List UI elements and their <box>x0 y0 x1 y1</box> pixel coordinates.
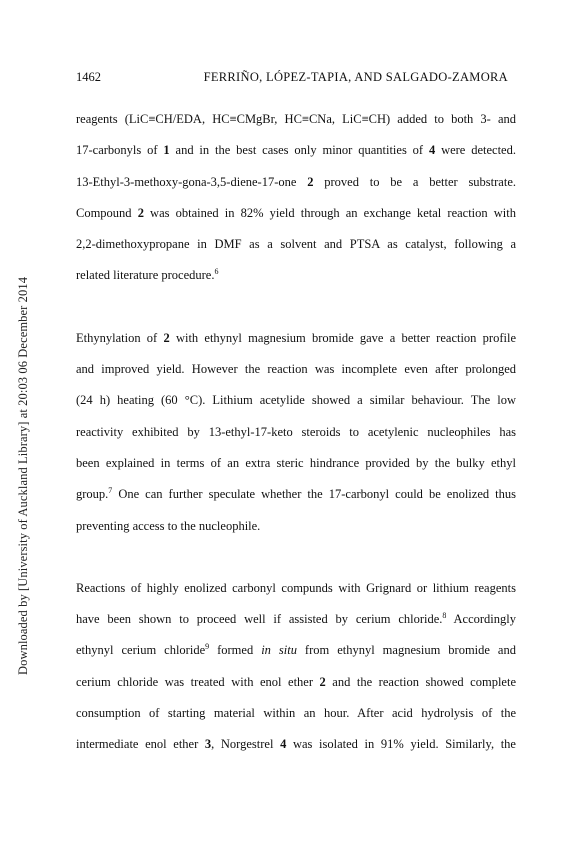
text-line: 2,2-dimethoxypropane in DMF as a solvent and PTSA as catalyst, following a <box>76 237 516 252</box>
text-line: related literature procedure.$^6$ <box>76 267 219 283</box>
text-line: preventing access to the nucleophile. <box>76 518 261 533</box>
watermark-text: Downloaded by [University of Auckland Library] at 20:03 06 December 2014 <box>16 276 30 675</box>
text-line: Compound 2 was obtained in 82% yield through an exchange ketal reaction with <box>76 205 516 220</box>
text-line: ethynyl cerium chloride$^9$ formed in situ from ethynyl magnesium bromide and <box>76 642 516 658</box>
text-line: 17-carbonyls of 1 and in the best cases only minor quantities of 4 were detected. <box>76 143 516 158</box>
text-line: intermediate enol ether 3, Norgestrel 4 was isolated in 91% yield. Similarly, the <box>76 737 516 752</box>
article-body <box>76 104 516 761</box>
text-line: cerium chloride was treated with enol ether 2 and the reaction showed complete <box>76 674 516 689</box>
text-line: and improved yield. However the reaction was incomplete even after prolonged <box>76 362 516 377</box>
paragraph-2 <box>76 323 516 542</box>
text-line: reactivity exhibited by 13-ethyl-17-keto steroids to acetylenic nucleophiles has <box>76 424 516 439</box>
paragraph-spacer <box>76 542 516 573</box>
page-number: 1462 <box>76 70 101 84</box>
text-line: (24 h) heating (60 °C). Lithium acetylide showed a similar behaviour. The low <box>76 393 516 408</box>
page-header <box>76 70 508 88</box>
text-line: group.$^7$ One can further speculate whether the 17-carbonyl could be enolized thus <box>76 486 516 502</box>
paragraph-3 <box>76 573 516 761</box>
text-line: been explained in terms of an extra steric hindrance provided by the bulky ethyl <box>76 455 516 470</box>
text-line: reagents (LiC≡CH/EDA, HC≡CMgBr, HC≡CNa, LiC≡CH) added to both 3- and <box>76 112 516 126</box>
paragraph-spacer <box>76 292 516 323</box>
text-line: consumption of starting material within an hour. After acid hydrolysis of the <box>76 706 516 721</box>
running-head: FERRIÑO, LÓPEZ-TAPIA, AND SALGADO-ZAMORA <box>203 70 508 84</box>
text-line: Ethynylation of 2 with ethynyl magnesium bromide gave a better reaction profile <box>76 330 516 345</box>
text-line: 13-Ethyl-3-methoxy-gona-3,5-diene-17-one 2 proved to be a better substrate. <box>76 174 517 189</box>
paragraph-1 <box>76 104 516 292</box>
download-watermark <box>16 175 30 675</box>
text-line: have been shown to proceed well if assisted by cerium chloride.$^8$ Accordingly <box>76 611 516 627</box>
text-line: Reactions of highly enolized carbonyl compunds with Grignard or lithium reagents <box>76 580 516 595</box>
